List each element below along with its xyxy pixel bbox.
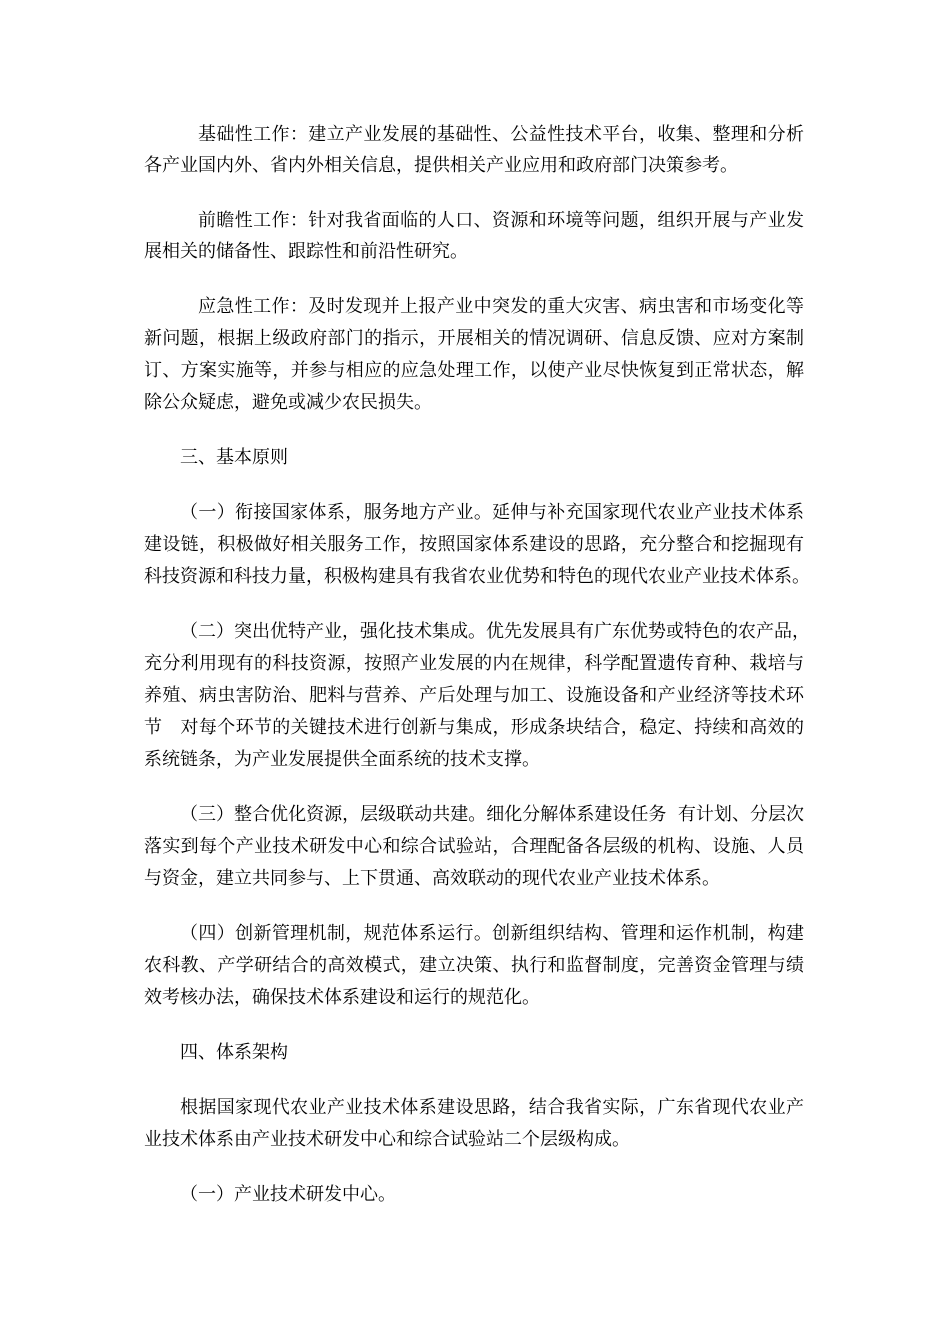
principle-4-line-2: 农科教、产学研结合的高效模式，建立决策、执行和监督制度，完善资金管理与绩 bbox=[144, 955, 804, 976]
principle-2-line-5: 系统链条，为产业发展提供全面系统的技术支撑。 bbox=[144, 749, 540, 770]
principle-1-line-2: 建设链，积极做好相关服务工作，按照国家体系建设的思路，充分整合和挖掘现有 bbox=[144, 534, 804, 555]
principle-2-line-1: （二）突出优特产业，强化技术集成。优先发展具有广东优势或特色的农产品， bbox=[180, 621, 810, 642]
paragraph-yingji-line-4: 除公众疑虑，避免或减少农民损失。 bbox=[144, 392, 432, 413]
section-heading-principles: 三、基本原则 bbox=[180, 447, 288, 468]
principle-1-line-1: （一）衔接国家体系，服务地方产业。延伸与补充国家现代农业产业技术体系 bbox=[180, 502, 804, 523]
principle-4-line-1: （四）创新管理机制，规范体系运行。创新组织结构、管理和运作机制，构建 bbox=[180, 923, 804, 944]
paragraph-yingji-line-3: 订、方案实施等，并参与相应的应急处理工作，以使产业尽快恢复到正常状态，解 bbox=[144, 360, 804, 381]
paragraph-yingji-line-1: 应急性工作：及时发现并上报产业中突发的重大灾害、病虫害和市场变化等 bbox=[198, 296, 804, 317]
paragraph-jichu-line-1: 基础性工作：建立产业发展的基础性、公益性技术平台，收集、整理和分析 bbox=[198, 124, 804, 145]
paragraph-jichu-line-2: 各产业国内外、省内外相关信息，提供相关产业应用和政府部门决策参考。 bbox=[144, 155, 738, 176]
principle-2-line-4: 节 对每个环节的关键技术进行创新与集成，形成条块结合，稳定、持续和高效的 bbox=[144, 717, 804, 738]
paragraph-qianzhan-line-1: 前瞻性工作：针对我省面临的人口、资源和环境等问题，组织开展与产业发 bbox=[198, 210, 804, 231]
section-heading-architecture: 四、体系架构 bbox=[180, 1042, 288, 1063]
principle-3-line-2: 落实到每个产业技术研发中心和综合试验站，合理配备各层级的机构、设施、人员 bbox=[144, 836, 804, 857]
principle-2-line-3: 养殖、病虫害防治、肥料与营养、产后处理与加工、设施设备和产业经济等技术环 bbox=[144, 685, 804, 706]
paragraph-yingji-line-2: 新问题，根据上级政府部门的指示，开展相关的情况调研、信息反馈、应对方案制 bbox=[144, 328, 804, 349]
principle-1-line-3: 科技资源和科技力量，积极构建具有我省农业优势和特色的现代农业产业技术体系。 bbox=[144, 566, 810, 587]
principle-4-line-3: 效考核办法，确保技术体系建设和运行的规范化。 bbox=[144, 987, 540, 1008]
principle-3-line-1: （三）整合优化资源，层级联动共建。细化分解体系建设任务 有计划、分层次 bbox=[180, 804, 804, 825]
principle-2-line-2: 充分利用现有的科技资源，按照产业发展的内在规律，科学配置遗传育种、栽培与 bbox=[144, 653, 804, 674]
architecture-line-1: 根据国家现代农业产业技术体系建设思路，结合我省实际，广东省现代农业产 bbox=[180, 1097, 804, 1118]
subsection-heading-rd-center: （一）产业技术研发中心。 bbox=[180, 1184, 396, 1205]
principle-3-line-3: 与资金，建立共同参与、上下贯通、高效联动的现代农业产业技术体系。 bbox=[144, 868, 720, 889]
paragraph-qianzhan-line-2: 展相关的储备性、跟踪性和前沿性研究。 bbox=[144, 241, 468, 262]
architecture-line-2: 业技术体系由产业技术研发中心和综合试验站二个层级构成。 bbox=[144, 1129, 630, 1150]
